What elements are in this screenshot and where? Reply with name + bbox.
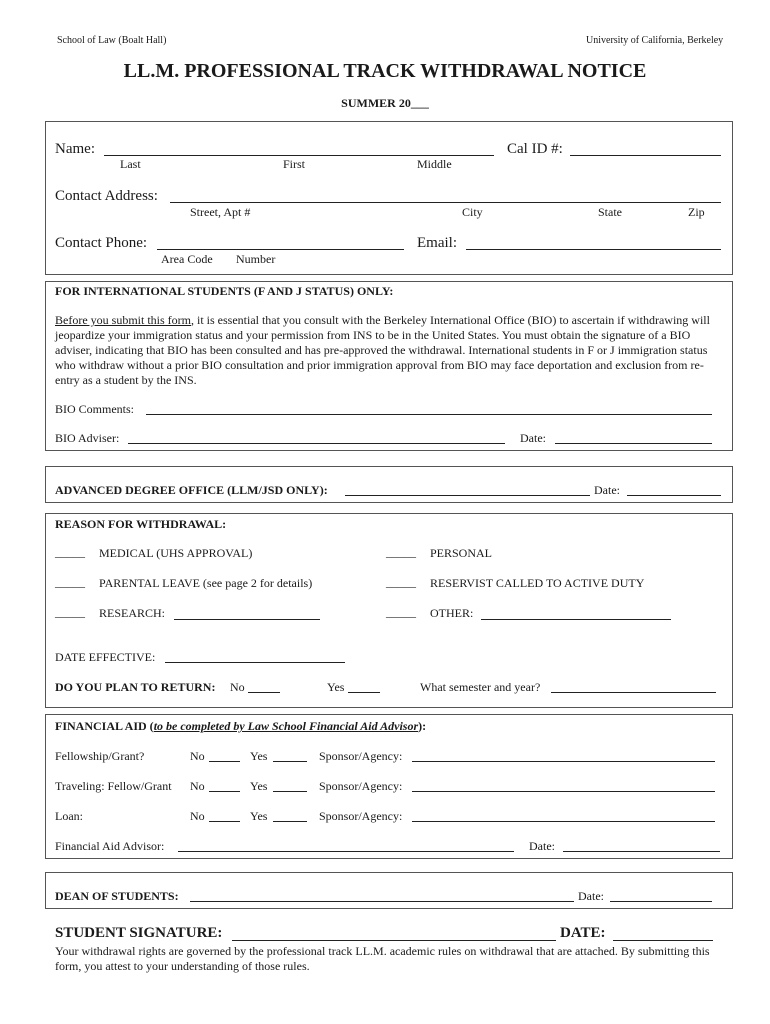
- bio-date-label: Date:: [520, 431, 546, 445]
- advanced-label: ADVANCED DEGREE OFFICE (LLM/JSD ONLY):: [55, 483, 328, 497]
- reason-heading: REASON FOR WITHDRAWAL:: [55, 517, 227, 531]
- fin-traveling-no-field[interactable]: [209, 791, 240, 792]
- name-sub-last: Last: [120, 157, 141, 171]
- date-effective-field[interactable]: [165, 662, 345, 663]
- fin-row-loan: Loan:: [55, 809, 83, 823]
- reason-blank-research[interactable]: _____: [55, 605, 85, 619]
- fin-traveling-no: No: [190, 779, 205, 793]
- student-signature-field[interactable]: [232, 940, 556, 941]
- dean-label: DEAN OF STUDENTS:: [55, 889, 179, 903]
- fin-date-field[interactable]: [563, 851, 720, 852]
- reason-personal: PERSONAL: [430, 546, 493, 560]
- reason-blank-personal[interactable]: _____: [386, 545, 416, 559]
- reason-blank-parental[interactable]: _____: [55, 575, 85, 589]
- fin-loan-no-field[interactable]: [209, 821, 240, 822]
- fin-traveling-yes-field[interactable]: [273, 791, 307, 792]
- name-sub-middle: Middle: [417, 157, 452, 171]
- fin-loan-no: No: [190, 809, 205, 823]
- reason-parental: PARENTAL LEAVE (see page 2 for details): [99, 576, 313, 590]
- fin-fellowship-sponsor-field[interactable]: [412, 761, 715, 762]
- reason-blank-medical[interactable]: _____: [55, 545, 85, 559]
- return-no-label: No: [230, 680, 245, 694]
- semester-label: What semester and year?: [420, 680, 541, 694]
- international-paragraph: [55, 313, 723, 388]
- advanced-signature-field[interactable]: [345, 495, 590, 496]
- name-sub-first: First: [283, 157, 306, 171]
- fin-loan-yes: Yes: [250, 809, 268, 823]
- fin-loan-sponsor: Sponsor/Agency:: [319, 809, 403, 823]
- advanced-date-field[interactable]: [627, 495, 721, 496]
- address-sub-city: City: [462, 205, 483, 219]
- fin-row-fellowship: Fellowship/Grant?: [55, 749, 145, 763]
- form-subtitle: SUMMER 20___: [341, 96, 429, 110]
- international-lead: Before you submit this form: [55, 313, 191, 327]
- dean-date-field[interactable]: [610, 901, 712, 902]
- financial-heading-pre: FINANCIAL AID (: [55, 719, 154, 733]
- fin-fellowship-yes: Yes: [250, 749, 268, 763]
- fin-fellowship-sponsor: Sponsor/Agency:: [319, 749, 403, 763]
- research-field[interactable]: [174, 619, 320, 620]
- phone-label: Contact Phone:: [55, 235, 148, 251]
- fin-date-label: Date:: [529, 839, 555, 853]
- fin-loan-sponsor-field[interactable]: [412, 821, 715, 822]
- return-label: DO YOU PLAN TO RETURN:: [55, 680, 216, 694]
- bio-date-field[interactable]: [555, 443, 712, 444]
- address-label: Contact Address:: [55, 188, 158, 204]
- phone-sub-number: Number: [236, 252, 276, 266]
- fin-fellowship-no-field[interactable]: [209, 761, 240, 762]
- address-field[interactable]: [170, 202, 721, 203]
- financial-heading-em: to be completed by Law School Financial Aid Advisor: [153, 719, 419, 733]
- bio-adviser-field[interactable]: [128, 443, 505, 444]
- bio-comments-field[interactable]: [146, 414, 712, 415]
- reason-medical: MEDICAL (UHS APPROVAL): [99, 546, 253, 560]
- header-university: University of California, Berkeley: [586, 35, 724, 46]
- fin-advisor-field[interactable]: [178, 851, 514, 852]
- student-date-field[interactable]: [613, 940, 713, 941]
- semester-field[interactable]: [551, 692, 716, 693]
- email-label: Email:: [417, 235, 457, 251]
- name-field[interactable]: [104, 155, 494, 156]
- international-body: , it is essential that you consult with the Berkeley International Office (BIO) to ascertain if withdrawing will jeopardize your immigration status and your permission from INS to be in the United States. You must obtain the signature of a BIO adviser, indicating that BIO has been consulted and has pre-approved the withdrawal. International students in F or J immigration status who withdraw without a prior BIO consultation and prior immigration approval from BIO may face deportation and exclusion from re-entry as a student by the INS.: [55, 313, 710, 387]
- advanced-date-label: Date:: [594, 483, 620, 497]
- fin-loan-yes-field[interactable]: [273, 821, 307, 822]
- reason-blank-reservist[interactable]: _____: [386, 575, 416, 589]
- international-heading: FOR INTERNATIONAL STUDENTS (F AND J STATUS) ONLY:: [55, 284, 394, 298]
- reason-blank-other[interactable]: _____: [386, 605, 416, 619]
- financial-heading: [55, 719, 426, 734]
- phone-sub-area: Area Code: [161, 252, 213, 266]
- reason-reservist: RESERVIST CALLED TO ACTIVE DUTY: [430, 576, 645, 590]
- email-field[interactable]: [466, 249, 721, 250]
- fin-traveling-sponsor: Sponsor/Agency:: [319, 779, 403, 793]
- other-field[interactable]: [481, 619, 671, 620]
- calid-label: Cal ID #:: [507, 141, 563, 157]
- fin-traveling-sponsor-field[interactable]: [412, 791, 715, 792]
- fin-traveling-yes: Yes: [250, 779, 268, 793]
- fin-advisor-label: Financial Aid Advisor:: [55, 839, 165, 853]
- reason-research: RESEARCH:: [99, 606, 166, 620]
- calid-field[interactable]: [570, 155, 721, 156]
- reason-other: OTHER:: [430, 606, 474, 620]
- bio-comments-label: BIO Comments:: [55, 402, 135, 416]
- fin-fellowship-yes-field[interactable]: [273, 761, 307, 762]
- form-title: LL.M. PROFESSIONAL TRACK WITHDRAWAL NOTICE: [123, 60, 647, 82]
- name-label: Name:: [55, 141, 95, 157]
- fin-fellowship-no: No: [190, 749, 205, 763]
- dean-signature-field[interactable]: [190, 901, 574, 902]
- signature-note: Your withdrawal rights are governed by the professional track LL.M. academic rules on withdrawal that are attached. By submitting this form, you attest to your understanding of those rules.: [55, 944, 710, 973]
- dean-date-label: Date:: [578, 889, 604, 903]
- student-date-label: DATE:: [560, 925, 606, 941]
- address-sub-state: State: [598, 205, 622, 219]
- student-signature-label: STUDENT SIGNATURE:: [55, 925, 223, 941]
- header-school: School of Law (Boalt Hall): [57, 35, 167, 46]
- return-no-field[interactable]: [248, 692, 280, 693]
- fin-row-traveling: Traveling: Fellow/Grant: [55, 779, 172, 793]
- bio-adviser-label: BIO Adviser:: [55, 431, 120, 445]
- address-sub-zip: Zip: [688, 205, 705, 219]
- phone-field[interactable]: [157, 249, 404, 250]
- return-yes-field[interactable]: [348, 692, 380, 693]
- financial-heading-post: ):: [418, 719, 427, 733]
- address-sub-street: Street, Apt #: [190, 205, 251, 219]
- date-effective-label: DATE EFFECTIVE:: [55, 650, 156, 664]
- return-yes-label: Yes: [327, 680, 345, 694]
